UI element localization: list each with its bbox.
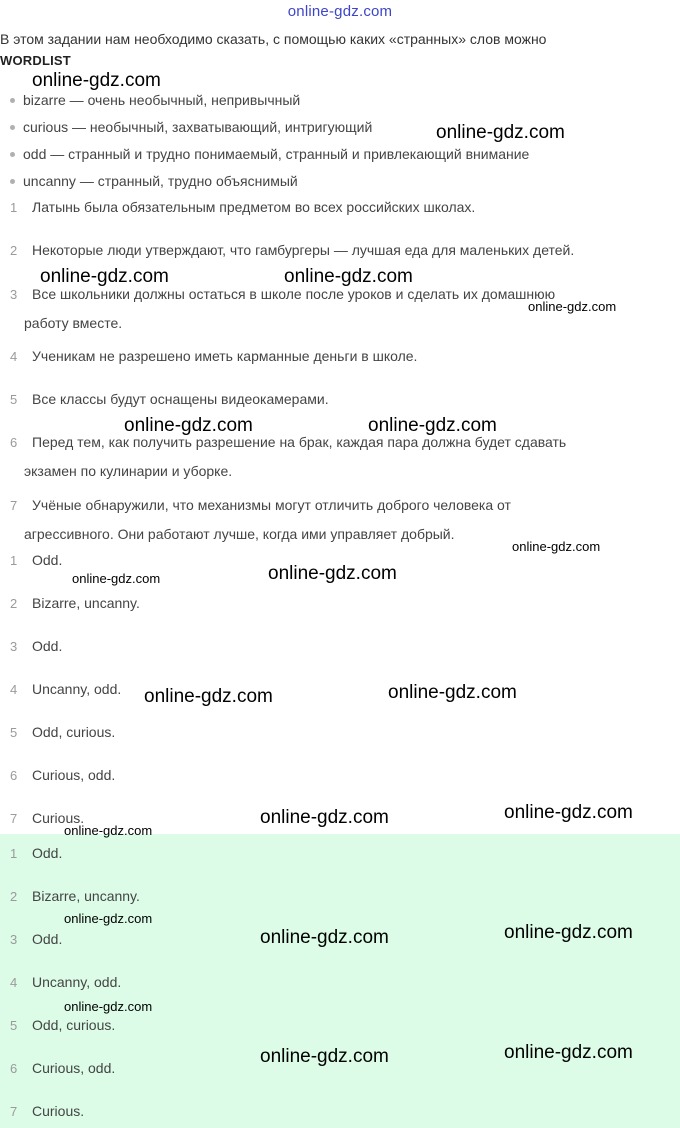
watermark: online-gdz.com	[64, 823, 153, 838]
wordlist-item	[10, 145, 529, 163]
sentence-item	[10, 342, 670, 371]
highlighted-answer-item	[10, 1097, 670, 1126]
highlighted-answer-item	[10, 1011, 670, 1040]
sentence-text-continued: экзамен по кулинарии и уборке.	[24, 463, 233, 479]
item-number: 7	[10, 498, 18, 513]
watermark: online-gdz.com	[40, 266, 169, 287]
item-number: 6	[10, 768, 18, 783]
wordlist-item-text: uncanny — странный, трудно объяснимый	[23, 173, 298, 189]
watermark: online-gdz.com	[260, 927, 389, 948]
watermark: online-gdz.com	[144, 686, 273, 707]
watermark: online-gdz.com	[260, 807, 389, 828]
wordlist-item	[10, 118, 372, 136]
item-number: 3	[10, 932, 18, 947]
item-number: 4	[10, 682, 18, 697]
watermark: online-gdz.com	[284, 266, 413, 287]
watermark: online-gdz.com	[368, 415, 497, 436]
sentence-item	[10, 236, 670, 265]
sentence-item	[10, 428, 670, 485]
answer-text: Curious, odd.	[32, 1060, 116, 1076]
answer-text: Odd, curious.	[32, 724, 116, 740]
sentence-text-continued: работу вместе.	[24, 315, 123, 331]
answer-item	[10, 761, 670, 790]
sentence-item	[10, 193, 670, 222]
bullet-icon	[10, 125, 15, 130]
wordlist-item	[10, 91, 300, 109]
item-number: 7	[10, 1104, 18, 1119]
answer-text: Bizarre, uncanny.	[32, 888, 140, 904]
sentence-text: Латынь была обязательным предметом во всех российских школах.	[32, 199, 476, 215]
watermark: online-gdz.com	[388, 682, 517, 703]
answer-text: Bizarre, uncanny.	[32, 595, 140, 611]
sentence-item	[10, 385, 670, 414]
answer-text: Odd, curious.	[32, 1017, 116, 1033]
answer-text: Uncanny, odd.	[32, 974, 122, 990]
sentence-text: Ученикам не разрешено иметь карманные деньги в школе.	[32, 348, 418, 364]
bullet-icon	[10, 179, 15, 184]
watermark: online-gdz.com	[268, 563, 397, 584]
wordlist-item	[10, 172, 298, 190]
item-number: 3	[10, 287, 18, 302]
watermark: online-gdz.com	[260, 1046, 389, 1067]
watermark: online-gdz.com	[436, 122, 565, 143]
item-number: 1	[10, 553, 18, 568]
item-number: 3	[10, 639, 18, 654]
answer-text: Odd.	[32, 552, 63, 568]
sentence-text-continued: агрессивного. Они работают лучше, когда ими управляет добрый.	[24, 526, 455, 542]
item-number: 6	[10, 1061, 18, 1076]
watermark: online-gdz.com	[72, 571, 161, 586]
answer-text: Odd.	[32, 931, 63, 947]
item-number: 5	[10, 725, 18, 740]
sentence-text: Перед тем, как получить разрешение на брак, каждая пара должна будет сдавать	[32, 434, 567, 450]
bullet-icon	[10, 98, 15, 103]
answer-text: Curious.	[32, 1103, 85, 1119]
sentence-text: Некоторые люди утверждают, что гамбургеры — лучшая еда для маленьких детей.	[32, 242, 575, 258]
item-number: 7	[10, 811, 18, 826]
watermark: online-gdz.com	[504, 1042, 633, 1063]
highlighted-answer-item	[10, 839, 670, 868]
watermark: online-gdz.com	[64, 999, 153, 1014]
highlighted-answer-item	[10, 968, 670, 997]
sentence-text: Все школьники должны остаться в школе после уроков и сделать их домашнюю	[32, 286, 556, 302]
wordlist-title: WORDLIST	[0, 53, 71, 68]
wordlist-item-text: curious — необычный, захватывающий, интригующий	[23, 119, 373, 135]
answer-text: Curious, odd.	[32, 767, 116, 783]
item-number: 1	[10, 200, 18, 215]
answer-item	[10, 632, 670, 661]
answer-item	[10, 718, 670, 747]
watermark: online-gdz.com	[32, 70, 161, 91]
answer-item	[10, 589, 670, 618]
item-number: 2	[10, 243, 18, 258]
item-number: 1	[10, 846, 18, 861]
item-number: 2	[10, 596, 18, 611]
bullet-icon	[10, 152, 15, 157]
answer-text: Uncanny, odd.	[32, 681, 122, 697]
site-header[interactable]: online-gdz.com	[287, 3, 393, 20]
watermark: online-gdz.com	[124, 415, 253, 436]
task-intro: В этом задании нам необходимо сказать, с помощью каких «странных» слов можно	[0, 31, 547, 47]
sentence-text: Все классы будут оснащены видеокамерами.	[32, 391, 329, 407]
watermark: online-gdz.com	[512, 539, 601, 554]
watermark: online-gdz.com	[504, 802, 633, 823]
answer-text: Curious.	[32, 810, 85, 826]
answer-item	[10, 675, 670, 704]
item-number: 2	[10, 889, 18, 904]
item-number: 5	[10, 392, 18, 407]
sentence-text: Учёные обнаружили, что механизмы могут отличить доброго человека от	[32, 497, 511, 513]
watermark: online-gdz.com	[64, 911, 153, 926]
answer-text: Odd.	[32, 845, 63, 861]
watermark: online-gdz.com	[528, 299, 617, 314]
watermark: online-gdz.com	[504, 922, 633, 943]
item-number: 4	[10, 975, 18, 990]
wordlist-item-text: bizarre — очень необычный, непривычный	[23, 92, 301, 108]
highlighted-answer-item	[10, 882, 670, 911]
answer-text: Odd.	[32, 638, 63, 654]
item-number: 6	[10, 435, 18, 450]
wordlist-item-text: odd — странный и трудно понимаемый, странный и привлекающий внимание	[23, 146, 530, 162]
item-number: 4	[10, 349, 18, 364]
item-number: 5	[10, 1018, 18, 1033]
